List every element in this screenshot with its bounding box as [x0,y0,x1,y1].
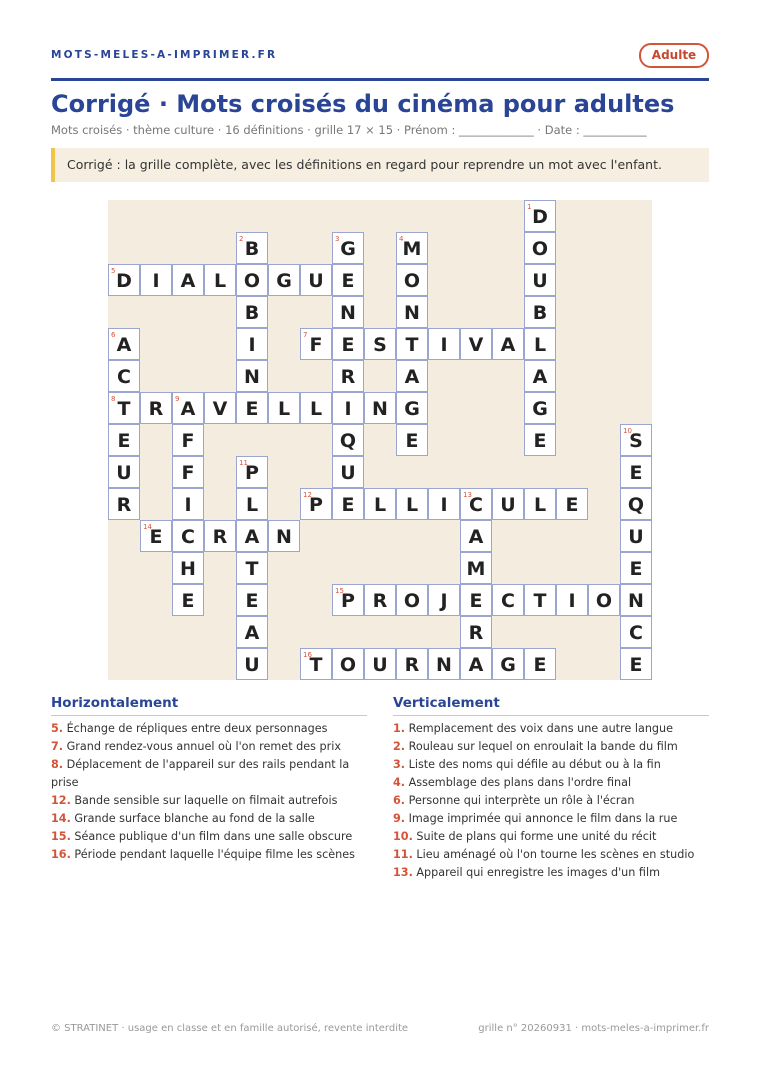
grid-cell [620,456,652,488]
grid-cell [524,328,556,360]
clue-item [393,846,709,864]
grid-cell [428,488,460,520]
clue-number: 12. [51,794,71,807]
cell-number: 8 [111,395,116,403]
cell-letter: F [181,462,195,484]
cell-letter: Q [627,494,645,516]
cell-letter: F [309,334,323,356]
grid-cell [236,232,268,264]
grid-cell [524,296,556,328]
cell-letter: R [372,590,388,612]
grid-cell [396,264,428,296]
clue-number: 14. [51,812,71,825]
clue-number: 9. [393,812,406,825]
grid-cell [492,648,524,680]
grid-cell [332,296,364,328]
clue-text: Grande surface blanche au fond de la salle [70,812,315,825]
grid-cell [332,392,364,424]
clue-text: Liste des noms qui défile au début ou à la fin [405,758,661,771]
grid-cell [556,584,588,616]
grid-cell [332,360,364,392]
cell-letter: L [405,494,419,516]
cell-letter: O [339,654,357,676]
cell-letter: E [341,334,355,356]
cell-letter: R [116,494,132,516]
clue-text: Période pendant laquelle l'équipe filme les scènes [70,848,355,861]
clue-item [51,756,367,792]
grid-cell [396,328,428,360]
grid-cell [236,584,268,616]
down-heading: Verticalement [393,695,500,711]
cell-letter: V [468,334,484,356]
down-divider [393,715,709,716]
cell-letter: T [405,334,419,356]
cell-letter: A [244,622,260,644]
grid-cell [524,264,556,296]
cell-letter: E [533,654,547,676]
cell-letter: N [340,302,356,324]
grid-cell [396,584,428,616]
cell-letter: J [440,590,448,612]
cell-letter: B [532,302,548,324]
clue-number: 1. [393,722,406,735]
clue-text: Échange de répliques entre deux personnages [63,722,328,735]
cell-letter: T [533,590,547,612]
cell-letter: E [341,494,355,516]
grid-cell [620,424,652,456]
grid-cell [588,584,620,616]
grid-cell [396,296,428,328]
clue-number: 16. [51,848,71,861]
clue-number: 15. [51,830,71,843]
cell-letter: S [373,334,387,356]
clue-number: 2. [393,740,406,753]
clue-number: 5. [51,722,64,735]
clue-item [393,756,709,774]
grid-cell [460,328,492,360]
grid-cell [428,584,460,616]
grid-cell [332,648,364,680]
cell-letter: U [372,654,388,676]
grid-cell [172,456,204,488]
clue-text: Séance publique d'un film dans une salle obscure [70,830,353,843]
cell-number: 1 [527,203,532,211]
clue-text: Lieu aménagé où l'on tourne les scènes en studio [412,848,695,861]
cell-letter: F [181,430,195,452]
cell-letter: A [532,366,548,388]
grid-cell [332,264,364,296]
grid-cell [460,584,492,616]
cell-letter: M [466,558,486,580]
clue-item [51,810,367,828]
grid-cell [236,520,268,552]
cell-letter: N [372,398,388,420]
grid-cell [460,520,492,552]
grid-cell [524,488,556,520]
cell-letter: O [243,270,261,292]
cell-letter: Q [339,430,357,452]
cell-number: 4 [399,235,404,243]
grid-cell [236,648,268,680]
clue-item [51,738,367,756]
cell-number: 12 [303,491,312,499]
clue-text: Déplacement de l'appareil sur des rails pendant la prise [51,758,350,789]
grid-cell [364,584,396,616]
grid-cell [396,648,428,680]
cell-letter: E [181,590,195,612]
cell-letter: A [116,334,132,356]
cell-number: 14 [143,523,152,531]
cell-letter: E [405,430,419,452]
cell-letter: N [276,526,292,548]
clue-text: Image imprimée qui annonce le film dans la rue [405,812,678,825]
cell-letter: U [628,526,644,548]
grid-cell [140,264,172,296]
grid-cell [172,552,204,584]
cell-letter: U [244,654,260,676]
clue-number: 8. [51,758,64,771]
cell-letter: R [148,398,164,420]
cell-letter: I [248,334,256,356]
clue-item [393,720,709,738]
cell-number: 11 [239,459,248,467]
grid-cell [236,392,268,424]
cell-letter: T [309,654,323,676]
grid-cell [620,520,652,552]
grid-cell [236,264,268,296]
cell-letter: T [245,558,259,580]
grid-cell [556,488,588,520]
grid-cell [236,552,268,584]
grid-cell [108,360,140,392]
clue-item [393,810,709,828]
cell-letter: I [344,398,352,420]
grid-cell [396,232,428,264]
clue-number: 7. [51,740,64,753]
cell-number: 7 [303,331,308,339]
grid-cell [268,392,300,424]
clue-item [393,792,709,810]
cell-letter: M [402,238,422,260]
cell-letter: A [180,270,196,292]
cell-letter: O [403,590,421,612]
cell-letter: E [629,654,643,676]
cell-letter: L [277,398,291,420]
cell-letter: P [309,494,323,516]
grid-cell [364,328,396,360]
grid-cell [524,648,556,680]
clue-text: Bande sensible sur laquelle on filmait autrefois [70,794,338,807]
cell-letter: N [244,366,260,388]
clue-number: 6. [393,794,406,807]
cell-letter: U [500,494,516,516]
cell-letter: U [340,462,356,484]
grid-cell [172,424,204,456]
cell-letter: R [468,622,484,644]
clue-text: Remplacement des voix dans une autre langue [405,722,673,735]
cell-letter: C [629,622,643,644]
cell-letter: C [181,526,195,548]
grid-cell [108,392,140,424]
grid-cell [300,488,332,520]
cell-letter: B [244,302,260,324]
cell-letter: E [245,398,259,420]
grid-cell [300,392,332,424]
cell-letter: B [244,238,260,260]
cell-letter: E [469,590,483,612]
cell-letter: E [629,462,643,484]
cell-letter: L [245,494,259,516]
cell-letter: N [628,590,644,612]
grid-cell [460,648,492,680]
clue-number: 13. [393,866,413,879]
grid-cell [236,456,268,488]
grid-cell [172,392,204,424]
level-badge: Adulte [639,43,709,68]
clue-number: 11. [393,848,413,861]
grid-cell [172,584,204,616]
grid-cell [332,456,364,488]
clue-item [51,792,367,810]
cell-letter: P [341,590,355,612]
grid-cell [428,328,460,360]
clue-item [393,864,709,882]
cell-letter: I [568,590,576,612]
cell-letter: E [341,270,355,292]
grid-cell [428,648,460,680]
grid-cell [236,616,268,648]
cell-letter: E [533,430,547,452]
down-clue-list [393,720,709,882]
grid-cell [204,392,236,424]
across-heading: Horizontalement [51,695,179,711]
page-title: Corrigé · Mots croisés du cinéma pour adultes [51,90,675,118]
grid-cell [332,424,364,456]
grid-cell [364,488,396,520]
grid-cell [396,424,428,456]
cell-letter: E [629,558,643,580]
cell-letter: G [500,654,516,676]
clue-number: 3. [393,758,406,771]
cell-letter: R [340,366,356,388]
cell-letter: U [308,270,324,292]
grid-cell [204,264,236,296]
cell-letter: G [404,398,420,420]
header-rule [51,78,709,81]
cell-letter: U [116,462,132,484]
grid-cell [332,328,364,360]
cell-letter: U [532,270,548,292]
grid-cell [108,264,140,296]
clue-number: 4. [393,776,406,789]
grid-cell [236,360,268,392]
cell-number: 2 [239,235,244,243]
clue-item [51,720,367,738]
cell-letter: I [184,494,192,516]
cell-letter: E [149,526,163,548]
grid-cell [620,648,652,680]
grid-cell [268,264,300,296]
cell-number: 10 [623,427,632,435]
grid-cell [396,392,428,424]
cell-letter: A [244,526,260,548]
cell-number: 5 [111,267,116,275]
grid-cell [620,488,652,520]
cell-letter: G [532,398,548,420]
grid-cell [172,520,204,552]
crossword-grid [108,200,652,680]
grid-cell [300,264,332,296]
grid-cell [460,616,492,648]
clue-item [393,738,709,756]
across-clue-list [51,720,367,864]
across-divider [51,715,367,716]
cell-letter: O [595,590,613,612]
cell-letter: T [117,398,131,420]
grid-cell [460,488,492,520]
site-name: MOTS-MELES-A-IMPRIMER.FR [51,49,278,61]
grid-cell [524,584,556,616]
grid-cell [236,296,268,328]
cell-letter: A [500,334,516,356]
grid-cell [300,648,332,680]
grid-cell [460,552,492,584]
grid-cell [364,392,396,424]
grid-cell [492,584,524,616]
clue-text: Suite de plans qui forme une unité du récit [412,830,657,843]
grid-cell [140,392,172,424]
grid-cell [332,584,364,616]
cell-letter: C [469,494,483,516]
clue-item [51,828,367,846]
grid-cell [524,232,556,264]
cell-letter: O [403,270,421,292]
grid-cell [396,488,428,520]
cell-number: 3 [335,235,340,243]
grid-cell [236,328,268,360]
cell-letter: A [468,654,484,676]
grid-cell [236,488,268,520]
grid-cell [524,360,556,392]
grid-cell [268,520,300,552]
grid-cell [332,488,364,520]
cell-letter: G [340,238,356,260]
cell-letter: A [468,526,484,548]
grid-cell [140,520,172,552]
grid-cell [108,328,140,360]
cell-letter: R [404,654,420,676]
cell-letter: H [180,558,196,580]
cell-letter: E [245,590,259,612]
cell-letter: L [309,398,323,420]
grid-cell [492,328,524,360]
cell-letter: D [116,270,132,292]
clue-text: Grand rendez-vous annuel où l'on remet des prix [63,740,341,753]
footer-copyright: © STRATINET · usage en classe et en famille autorisé, revente interdite [51,1023,409,1034]
cell-letter: I [440,334,448,356]
cell-letter: G [276,270,292,292]
cell-number: 6 [111,331,116,339]
cell-number: 9 [175,395,180,403]
cell-letter: C [117,366,131,388]
grid-cell [524,392,556,424]
cell-letter: V [212,398,228,420]
cell-letter: L [373,494,387,516]
cell-letter: O [531,238,549,260]
grid-cell [332,232,364,264]
cell-letter: I [440,494,448,516]
clue-item [51,846,367,864]
cell-letter: E [117,430,131,452]
cell-letter: N [436,654,452,676]
cell-letter: N [404,302,420,324]
clue-number: 10. [393,830,413,843]
cell-letter: L [533,334,547,356]
cell-letter: D [532,206,548,228]
grid-cell [300,328,332,360]
answer-note: Corrigé : la grille complète, avec les définitions en regard pour reprendre un mot avec l'enfant. [51,148,709,182]
page-meta: Mots croisés · thème culture · 16 définitions · grille 17 × 15 · Prénom : _____________ · Date : ___________ [51,123,647,137]
cell-letter: C [501,590,515,612]
footer-grid-id: grille n° 20260931 · mots-meles-a-imprimer.fr [478,1023,709,1034]
grid-cell [620,552,652,584]
grid-cell [108,424,140,456]
cell-letter: A [180,398,196,420]
grid-cell [204,520,236,552]
cell-number: 13 [463,491,472,499]
cell-letter: S [629,430,643,452]
cell-letter: E [565,494,579,516]
grid-cell [524,200,556,232]
clue-text: Appareil qui enregistre les images d'un film [412,866,660,879]
grid-cell [492,488,524,520]
clue-item [393,828,709,846]
grid-cell [364,648,396,680]
cell-letter: L [533,494,547,516]
cell-letter: P [245,462,259,484]
grid-cell [396,360,428,392]
grid-cell [524,424,556,456]
cell-letter: L [213,270,227,292]
grid-cell [172,488,204,520]
grid-cell [108,456,140,488]
clue-text: Rouleau sur lequel on enroulait la bande du film [405,740,678,753]
grid-cell [172,264,204,296]
grid-cell [620,584,652,616]
cell-letter: R [212,526,228,548]
cell-number: 16 [303,651,312,659]
cell-letter: A [404,366,420,388]
clue-item [393,774,709,792]
clue-text: Assemblage des plans dans l'ordre final [405,776,632,789]
cell-number: 15 [335,587,344,595]
cell-letter: I [152,270,160,292]
grid-cell [620,616,652,648]
clue-text: Personne qui interprète un rôle à l'écran [405,794,635,807]
grid-cell [108,488,140,520]
